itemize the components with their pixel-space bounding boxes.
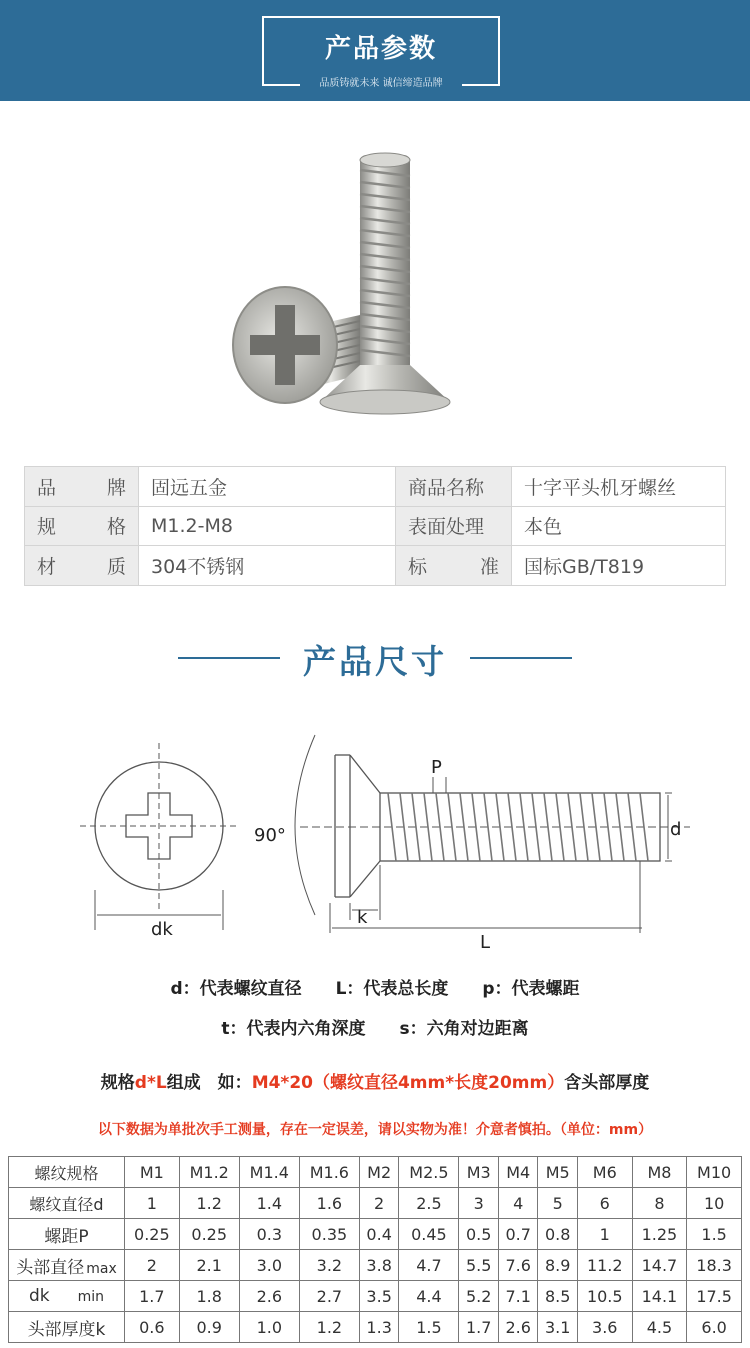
row-label bbox=[9, 1312, 125, 1343]
table-cell: 0.9 bbox=[179, 1312, 239, 1343]
table-row bbox=[9, 1250, 742, 1281]
banner-subtitle: 品质铸就未来 诚信缔造品牌 bbox=[300, 74, 462, 89]
legend-line-1 bbox=[0, 974, 750, 999]
row-label bbox=[9, 1219, 125, 1250]
table-header-row bbox=[9, 1157, 742, 1188]
table-cell: 3.0 bbox=[239, 1250, 299, 1281]
spec-key: 材质 bbox=[25, 546, 139, 586]
table-cell: 2.1 bbox=[179, 1250, 239, 1281]
table-cell: 4.7 bbox=[399, 1250, 459, 1281]
table-cell: 8.5 bbox=[538, 1281, 577, 1312]
spec-value: 本色 bbox=[512, 506, 726, 546]
row-label-text: 螺纹直径d bbox=[29, 1194, 104, 1214]
spec-key: 标准 bbox=[396, 546, 512, 586]
table-cell: 7.1 bbox=[498, 1281, 537, 1312]
table-cell: 1.7 bbox=[125, 1281, 180, 1312]
table-cell: 0.35 bbox=[299, 1219, 359, 1250]
banner-title: 产品参数 bbox=[324, 34, 437, 64]
table-cell: 2.5 bbox=[399, 1188, 459, 1219]
row-label-qualifier: max bbox=[86, 1260, 117, 1277]
spec-example-prefix: 规格 bbox=[100, 1073, 135, 1093]
divider-left bbox=[178, 657, 280, 659]
table-cell: 4.4 bbox=[399, 1281, 459, 1312]
table-cell: 1.25 bbox=[632, 1219, 687, 1250]
table-cell: 8.9 bbox=[538, 1250, 577, 1281]
table-cell: 1.5 bbox=[399, 1312, 459, 1343]
table-cell: 3.1 bbox=[538, 1312, 577, 1343]
spec-example-dl: d*L bbox=[134, 1073, 167, 1093]
table-cell: 0.4 bbox=[359, 1219, 398, 1250]
table-cell: 0.25 bbox=[125, 1219, 180, 1250]
header-cell: M3 bbox=[459, 1157, 498, 1188]
row-label bbox=[9, 1188, 125, 1219]
spec-row bbox=[25, 546, 726, 586]
label-p: P bbox=[431, 757, 442, 778]
table-row bbox=[9, 1219, 742, 1250]
spec-value: 304不锈钢 bbox=[139, 546, 396, 586]
legend-item: L：代表总长度 bbox=[335, 979, 449, 999]
table-cell: 0.45 bbox=[399, 1219, 459, 1250]
legend-item: d：代表螺纹直径 bbox=[170, 979, 302, 999]
table-cell: 1 bbox=[577, 1219, 632, 1250]
table-cell: 8 bbox=[632, 1188, 687, 1219]
dimensions-table bbox=[8, 1156, 742, 1343]
table-cell: 0.7 bbox=[498, 1219, 537, 1250]
table-cell: 0.3 bbox=[239, 1219, 299, 1250]
table-cell: 0.8 bbox=[538, 1219, 577, 1250]
table-cell: 3.5 bbox=[359, 1281, 398, 1312]
divider-right bbox=[470, 657, 572, 659]
legend-item: s：六角对边距离 bbox=[399, 1019, 529, 1039]
table-cell: 1.8 bbox=[179, 1281, 239, 1312]
table-cell: 0.6 bbox=[125, 1312, 180, 1343]
section-title: 产品尺寸 bbox=[303, 642, 447, 681]
table-cell: 14.7 bbox=[632, 1250, 687, 1281]
spec-example bbox=[0, 1068, 750, 1093]
table-body bbox=[9, 1188, 742, 1343]
table-row bbox=[9, 1312, 742, 1343]
row-label-text: 螺距P bbox=[44, 1226, 89, 1247]
header-cell: M1 bbox=[125, 1157, 180, 1188]
table-cell: 3.2 bbox=[299, 1250, 359, 1281]
spec-value: M1.2-M8 bbox=[139, 506, 396, 546]
table-cell: 1.0 bbox=[239, 1312, 299, 1343]
label-d: d bbox=[670, 819, 682, 840]
table-cell: 5 bbox=[538, 1188, 577, 1219]
table-cell: 10.5 bbox=[577, 1281, 632, 1312]
spec-example-mid: 组成 如： bbox=[166, 1073, 252, 1093]
spec-example-suffix: 含头部厚度 bbox=[564, 1073, 650, 1093]
spec-key: 规格 bbox=[25, 506, 139, 546]
table-cell: 2 bbox=[359, 1188, 398, 1219]
measurement-note: 以下数据为单批次手工测量，存在一定误差，请以实物为准！介意者慎拍。（单位：mm） bbox=[97, 1122, 653, 1138]
row-label-text: 头部直径 bbox=[16, 1257, 85, 1278]
table-cell: 1.6 bbox=[299, 1188, 359, 1219]
table-cell: 7.6 bbox=[498, 1250, 537, 1281]
header-cell: M4 bbox=[498, 1157, 537, 1188]
table-cell: 10 bbox=[687, 1188, 742, 1219]
table-cell: 1.2 bbox=[299, 1312, 359, 1343]
header-cell: M6 bbox=[577, 1157, 632, 1188]
spec-value: 十字平头机牙螺丝 bbox=[512, 467, 726, 507]
table-cell: 4.5 bbox=[632, 1312, 687, 1343]
table-cell: 2 bbox=[125, 1250, 180, 1281]
table-cell: 11.2 bbox=[577, 1250, 632, 1281]
table-cell: 1.4 bbox=[239, 1188, 299, 1219]
spec-table bbox=[24, 466, 726, 586]
label-angle: 90° bbox=[254, 825, 286, 846]
table-cell: 2.7 bbox=[299, 1281, 359, 1312]
table-cell: 1.7 bbox=[459, 1312, 498, 1343]
label-l: L bbox=[480, 932, 491, 953]
spec-key: 表面处理 bbox=[396, 506, 512, 546]
legend-line-2 bbox=[0, 1014, 750, 1039]
table-cell: 6 bbox=[577, 1188, 632, 1219]
table-cell: 5.2 bbox=[459, 1281, 498, 1312]
table-cell: 2.6 bbox=[498, 1312, 537, 1343]
table-cell: 18.3 bbox=[687, 1250, 742, 1281]
product-photo bbox=[220, 140, 540, 440]
label-dk: dk bbox=[151, 919, 173, 940]
table-cell: 3 bbox=[459, 1188, 498, 1219]
table-cell: 14.1 bbox=[632, 1281, 687, 1312]
row-label-qualifier: min bbox=[77, 1289, 105, 1305]
header-cell: M8 bbox=[632, 1157, 687, 1188]
spec-key: 品牌 bbox=[25, 467, 139, 507]
table-row bbox=[9, 1281, 742, 1312]
table-cell: 1.3 bbox=[359, 1312, 398, 1343]
header-cell: M2 bbox=[359, 1157, 398, 1188]
legend-item: p：代表螺距 bbox=[482, 979, 580, 999]
table-cell: 1.2 bbox=[179, 1188, 239, 1219]
header-label: 螺纹规格 bbox=[9, 1157, 125, 1188]
table-cell: 1.5 bbox=[687, 1219, 742, 1250]
row-label-text: dk bbox=[28, 1286, 50, 1306]
table-cell: 3.8 bbox=[359, 1250, 398, 1281]
table-cell: 17.5 bbox=[687, 1281, 742, 1312]
spec-row bbox=[25, 467, 726, 507]
header-cell: M1.2 bbox=[179, 1157, 239, 1188]
table-cell: 6.0 bbox=[687, 1312, 742, 1343]
header-cell: M1.6 bbox=[299, 1157, 359, 1188]
row-label bbox=[9, 1250, 125, 1281]
table-cell: 2.6 bbox=[239, 1281, 299, 1312]
header-cell: M10 bbox=[687, 1157, 742, 1188]
table-row bbox=[9, 1188, 742, 1219]
table-cell: 3.6 bbox=[577, 1312, 632, 1343]
dimension-drawing bbox=[60, 715, 700, 965]
header-cell: M1.4 bbox=[239, 1157, 299, 1188]
table-cell: 0.25 bbox=[179, 1219, 239, 1250]
label-k: k bbox=[357, 907, 368, 928]
row-label bbox=[9, 1281, 125, 1312]
table-cell: 1 bbox=[125, 1188, 180, 1219]
table-cell: 4 bbox=[498, 1188, 537, 1219]
spec-example-value: M4*20（螺纹直径4mm*长度20mm） bbox=[251, 1073, 565, 1093]
header-cell: M5 bbox=[538, 1157, 577, 1188]
legend-item: t：代表内六角深度 bbox=[221, 1019, 366, 1039]
row-label-text: 头部厚度k bbox=[27, 1319, 106, 1340]
table-cell: 0.5 bbox=[459, 1219, 498, 1250]
spec-key: 商品名称 bbox=[396, 467, 512, 507]
spec-row bbox=[25, 506, 726, 546]
header-cell: M2.5 bbox=[399, 1157, 459, 1188]
spec-value: 固远五金 bbox=[139, 467, 396, 507]
table-cell: 5.5 bbox=[459, 1250, 498, 1281]
spec-value: 国标GB/T819 bbox=[512, 546, 726, 586]
